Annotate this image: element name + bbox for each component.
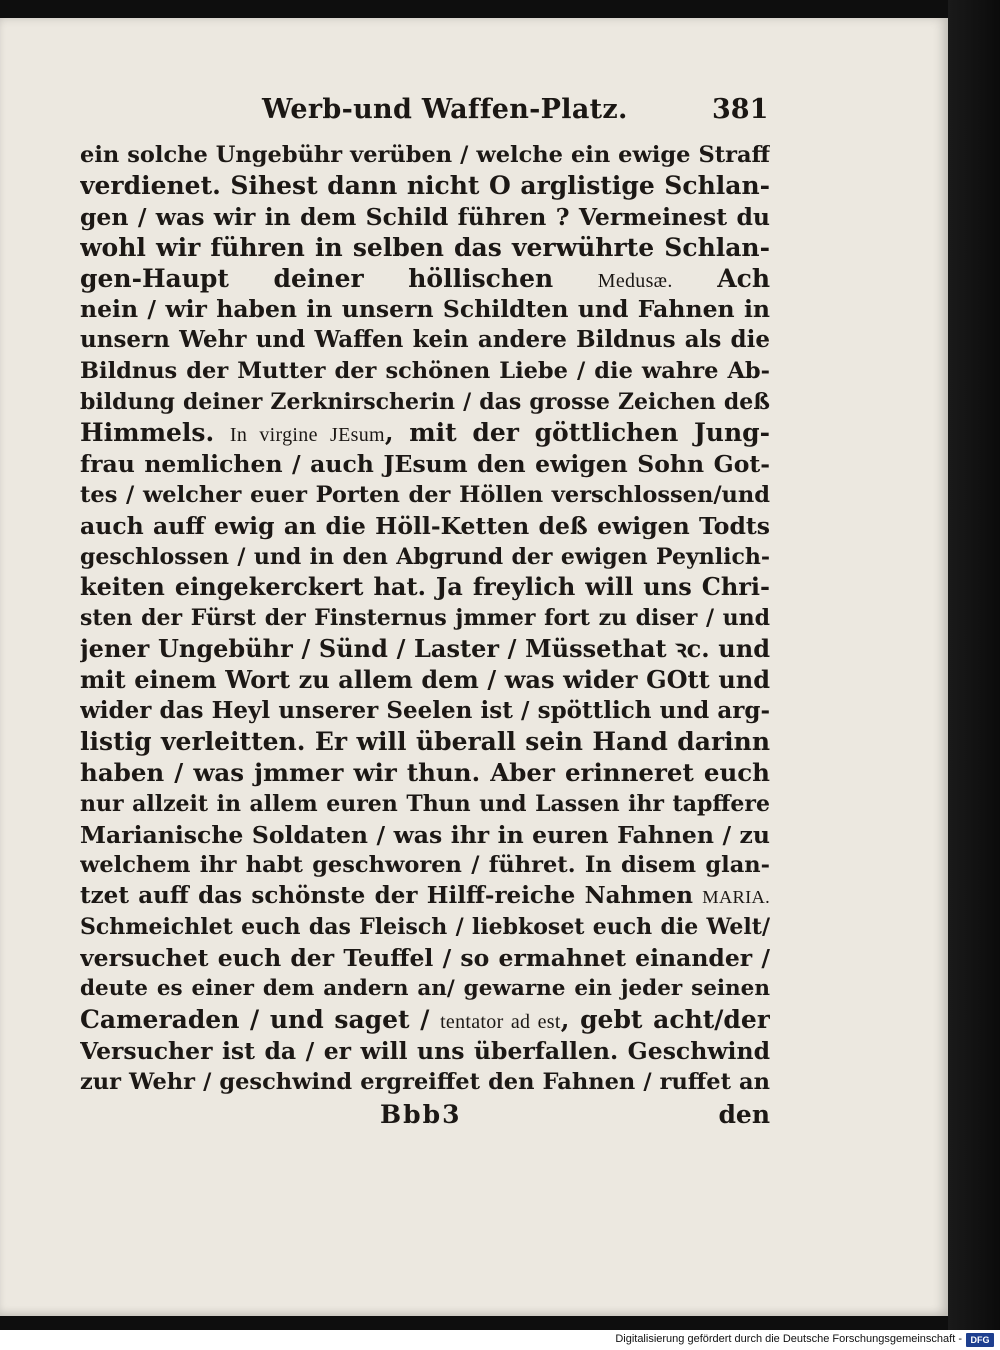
text-segment: jener Ungebühr / Sünd / Laster / Müssethat ꝛc. und [80, 634, 770, 664]
latin-phrase: MARIA. [702, 887, 770, 908]
text-segment: verdienet. Sihest dann nicht O arglistige Schlan- [80, 170, 770, 200]
text-segment: keiten eingekerckert hat. Ja freylich will uns Chri- [80, 572, 770, 602]
text-line [80, 974, 770, 1005]
text-line [80, 542, 770, 573]
text-segment: Cameraden / und saget / [80, 1004, 441, 1034]
funding-credit: Digitalisierung gefördert durch die Deutsche Forschungsgemeinschaft - [615, 1333, 962, 1345]
text-segment: deute es einer dem andern an/ gewarne ein jeder seinen [80, 976, 770, 1002]
text-line [80, 233, 770, 264]
text-line [80, 912, 770, 943]
text-segment: Bildnus der Mutter der schönen Liebe / die wahre Ab- [80, 358, 770, 385]
text-segment: , gebt acht/der [560, 1004, 770, 1034]
text-line [80, 820, 770, 851]
text-segment: listig verleitten. Er will überall sein Hand darinn [80, 726, 770, 756]
text-line [80, 696, 770, 727]
latin-phrase: Medusæ. [597, 269, 673, 292]
text-segment: Schmeichlet euch das Fleisch / liebkoset euch die Welt/ [80, 914, 770, 941]
text-line [80, 634, 770, 665]
text-line [80, 325, 770, 356]
text-line [80, 387, 770, 418]
text-line [80, 850, 770, 881]
latin-phrase: tentator ad est [440, 1010, 561, 1033]
text-segment: versuchet euch der Teuffel / so ermahnet einander / [80, 944, 770, 973]
text-line [80, 356, 770, 387]
text-segment: geschlossen / und in den Abgrund der ewigen Peynlich- [80, 543, 770, 570]
catchword: den [718, 1100, 770, 1129]
text-line [80, 603, 770, 634]
text-line [80, 1005, 770, 1036]
text-segment: unsern Wehr und Waffen kein andere Bildnus als die [80, 326, 770, 354]
dfg-logo-icon: DFG [966, 1333, 994, 1347]
text-segment: auch auff ewig an die Höll-Ketten deß ewigen Todts [80, 511, 770, 540]
text-segment: gen-Haupt deiner höllischen [80, 263, 598, 293]
text-segment: , mit der göttlichen Jung- [384, 418, 770, 448]
text-segment: wohl wir führen in selben das verwührte Schlan- [80, 232, 770, 262]
text-segment: gen / was wir in dem Schild führen ? Vermeinest du [80, 202, 770, 231]
text-line [80, 202, 770, 233]
running-head [0, 94, 948, 134]
text-line [80, 294, 770, 325]
text-segment: wider das Heyl unserer Seelen ist / spöttlich und arg- [80, 697, 770, 725]
text-segment: haben / was jmmer wir thun. Aber erinneret euch [80, 757, 770, 787]
text-line [80, 418, 770, 449]
text-segment: frau nemlichen / auch JEsum den ewigen Sohn Got- [80, 449, 770, 478]
text-line [80, 789, 770, 820]
page-footer [80, 1100, 770, 1134]
text-segment: sten der Fürst der Finsternus jmmer fort zu diser / und [80, 605, 770, 632]
text-segment: Marianische Soldaten / was ihr in euren Fahnen / zu [80, 820, 770, 849]
text-segment: nur allzeit in allem euren Thun und Lassen ihr tapffere [80, 790, 770, 817]
text-segment: tzet auff das schönste der Hilff-reiche Nahmen [80, 882, 703, 910]
book-page [0, 18, 948, 1316]
text-line [80, 727, 770, 758]
text-line [80, 665, 770, 696]
text-line [80, 264, 770, 295]
text-segment: zur Wehr / geschwind ergreiffet den Fahnen / ruffet an [80, 1068, 770, 1095]
text-line [80, 943, 770, 974]
book-spine [948, 0, 1000, 1330]
text-segment: tes / welcher euer Porten der Höllen verschlossen/und [80, 481, 770, 508]
text-line [80, 881, 770, 912]
text-line [80, 480, 770, 511]
latin-phrase: In virgine JEsum [229, 424, 385, 447]
text-line [80, 572, 770, 603]
text-segment: bildung deiner Zerknirscherin / das grosse Zeichen deß [80, 389, 770, 416]
signature-mark: Bbb3 [380, 1100, 462, 1129]
text-segment: Himmels. [80, 418, 230, 448]
text-line [80, 140, 770, 171]
text-line [80, 758, 770, 789]
text-line [80, 171, 770, 202]
text-segment: Versucher ist da / er will uns überfallen. Geschwind [80, 1036, 770, 1065]
text-segment: welchem ihr habt geschworen / führet. In disem glan- [80, 852, 770, 879]
text-line [80, 1036, 770, 1067]
page-number: 381 [712, 94, 769, 125]
text-line [80, 1067, 770, 1098]
running-title: Werb-und Waffen-Platz. [262, 94, 628, 125]
text-segment: nein / wir haben in unsern Schildten und Fahnen in [80, 295, 770, 324]
text-line [80, 449, 770, 480]
text-segment: mit einem Wort zu allem dem / was wider GOtt und [80, 665, 770, 695]
text-line [80, 511, 770, 542]
credit-bar [0, 1330, 1000, 1350]
body-text [80, 140, 770, 1098]
text-segment: Ach [672, 263, 770, 293]
text-segment: ein solche Ungebühr verüben / welche ein ewige Straff [80, 142, 770, 168]
